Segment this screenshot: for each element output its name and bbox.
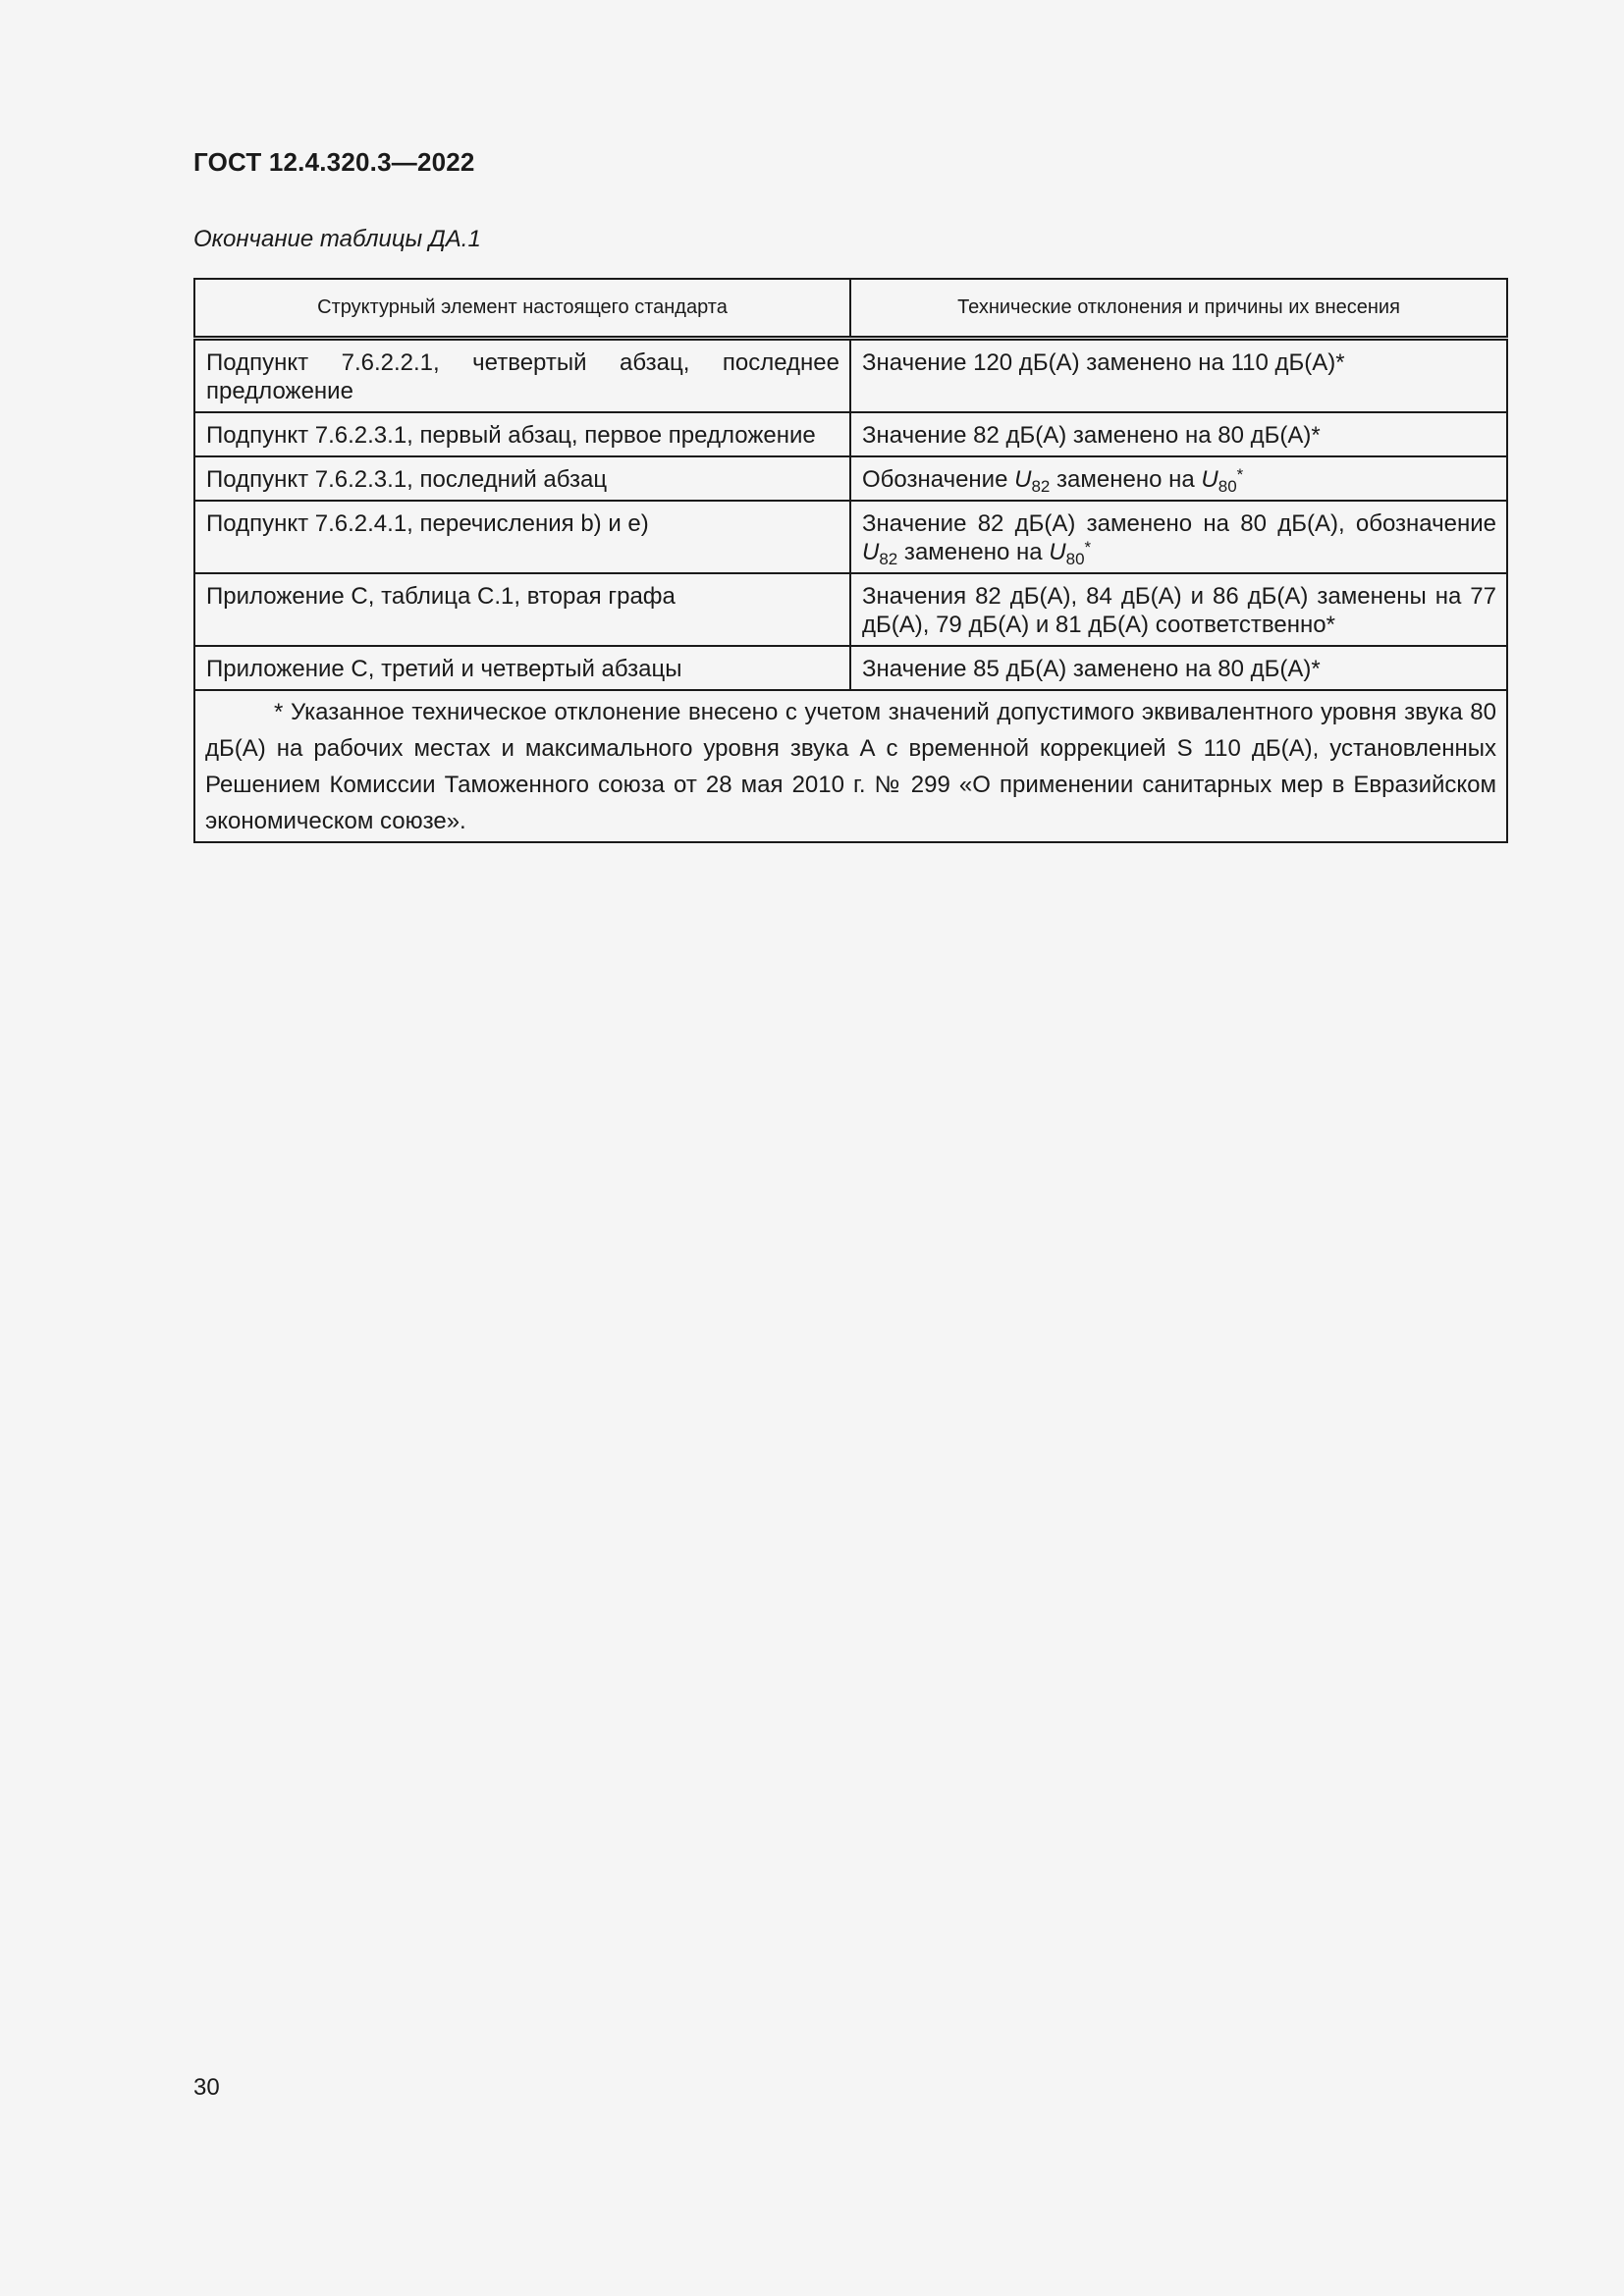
row-deviation-cell: Значение 85 дБ(A) заменено на 80 дБ(A)* [850, 646, 1507, 690]
symbol-subscript: 82 [879, 550, 898, 568]
symbol-u: U [1014, 466, 1032, 493]
row-element-cell: Приложение С, третий и четвертый абзацы [194, 646, 850, 690]
page-number: 30 [193, 2074, 220, 2101]
row-deviation-cell: Значение 120 дБ(A) заменено на 110 дБ(A)* [850, 339, 1507, 413]
footnote-marker: * [1236, 465, 1244, 484]
deviation-text: Обозначение [862, 466, 1015, 493]
column-header-deviation: Технические отклонения и причины их внесения [850, 279, 1507, 339]
deviation-text: Значение 82 дБ(A) заменено на 80 дБ(A), обозначение [862, 510, 1496, 537]
table-row [194, 501, 1507, 573]
symbol-subscript: 80 [1065, 550, 1085, 568]
symbol-u: U [862, 539, 880, 565]
deviation-text: заменено на [897, 539, 1050, 565]
footnote-marker: * [1084, 538, 1092, 557]
standard-code-header: ГОСТ 12.4.320.3—2022 [193, 147, 475, 177]
row-deviation-cell [850, 456, 1507, 501]
table-row [194, 646, 1507, 690]
table-row [194, 339, 1507, 413]
row-element-cell: Подпункт 7.6.2.2.1, четвертый абзац, последнее предложение [194, 339, 850, 413]
table-caption: Окончание таблицы ДА.1 [193, 226, 481, 252]
table-row [194, 412, 1507, 456]
table-header-row [194, 279, 1507, 339]
row-element-cell: Подпункт 7.6.2.4.1, перечисления b) и е) [194, 501, 850, 573]
table-footnote [194, 690, 1507, 842]
row-deviation-cell: Значение 82 дБ(A) заменено на 80 дБ(A)* [850, 412, 1507, 456]
symbol-subscript: 80 [1218, 477, 1237, 496]
table-footnote-row [194, 690, 1507, 842]
deviation-text: заменено на [1050, 466, 1202, 493]
row-deviation-cell: Значения 82 дБ(A), 84 дБ(A) и 86 дБ(A) заменены на 77 дБ(A), 79 дБ(A) и 81 дБ(A) соответственно* [850, 573, 1507, 646]
deviations-table [193, 278, 1508, 843]
row-element-cell: Приложение С, таблица С.1, вторая графа [194, 573, 850, 646]
table-row [194, 456, 1507, 501]
symbol-u: U [1049, 539, 1066, 565]
symbol-subscript: 82 [1031, 477, 1051, 496]
row-element-cell: Подпункт 7.6.2.3.1, первый абзац, первое предложение [194, 412, 850, 456]
row-element-cell: Подпункт 7.6.2.3.1, последний абзац [194, 456, 850, 501]
footnote-text: * Указанное техническое отклонение внесено с учетом значений допустимого эквивалентного уровня звука 80 дБ(A) на рабочих местах и максимального уровня звука А с временной коррекцией S 110 дБ(A), установленных Решением Комиссии Таможенного союза от 28 мая 2010 г. № 299 «О применении санитарных мер в Евразийском экономическом союзе». [205, 699, 1496, 834]
symbol-u: U [1201, 466, 1218, 493]
row-deviation-cell [850, 501, 1507, 573]
column-header-element: Структурный элемент настоящего стандарта [194, 279, 850, 339]
table-row [194, 573, 1507, 646]
